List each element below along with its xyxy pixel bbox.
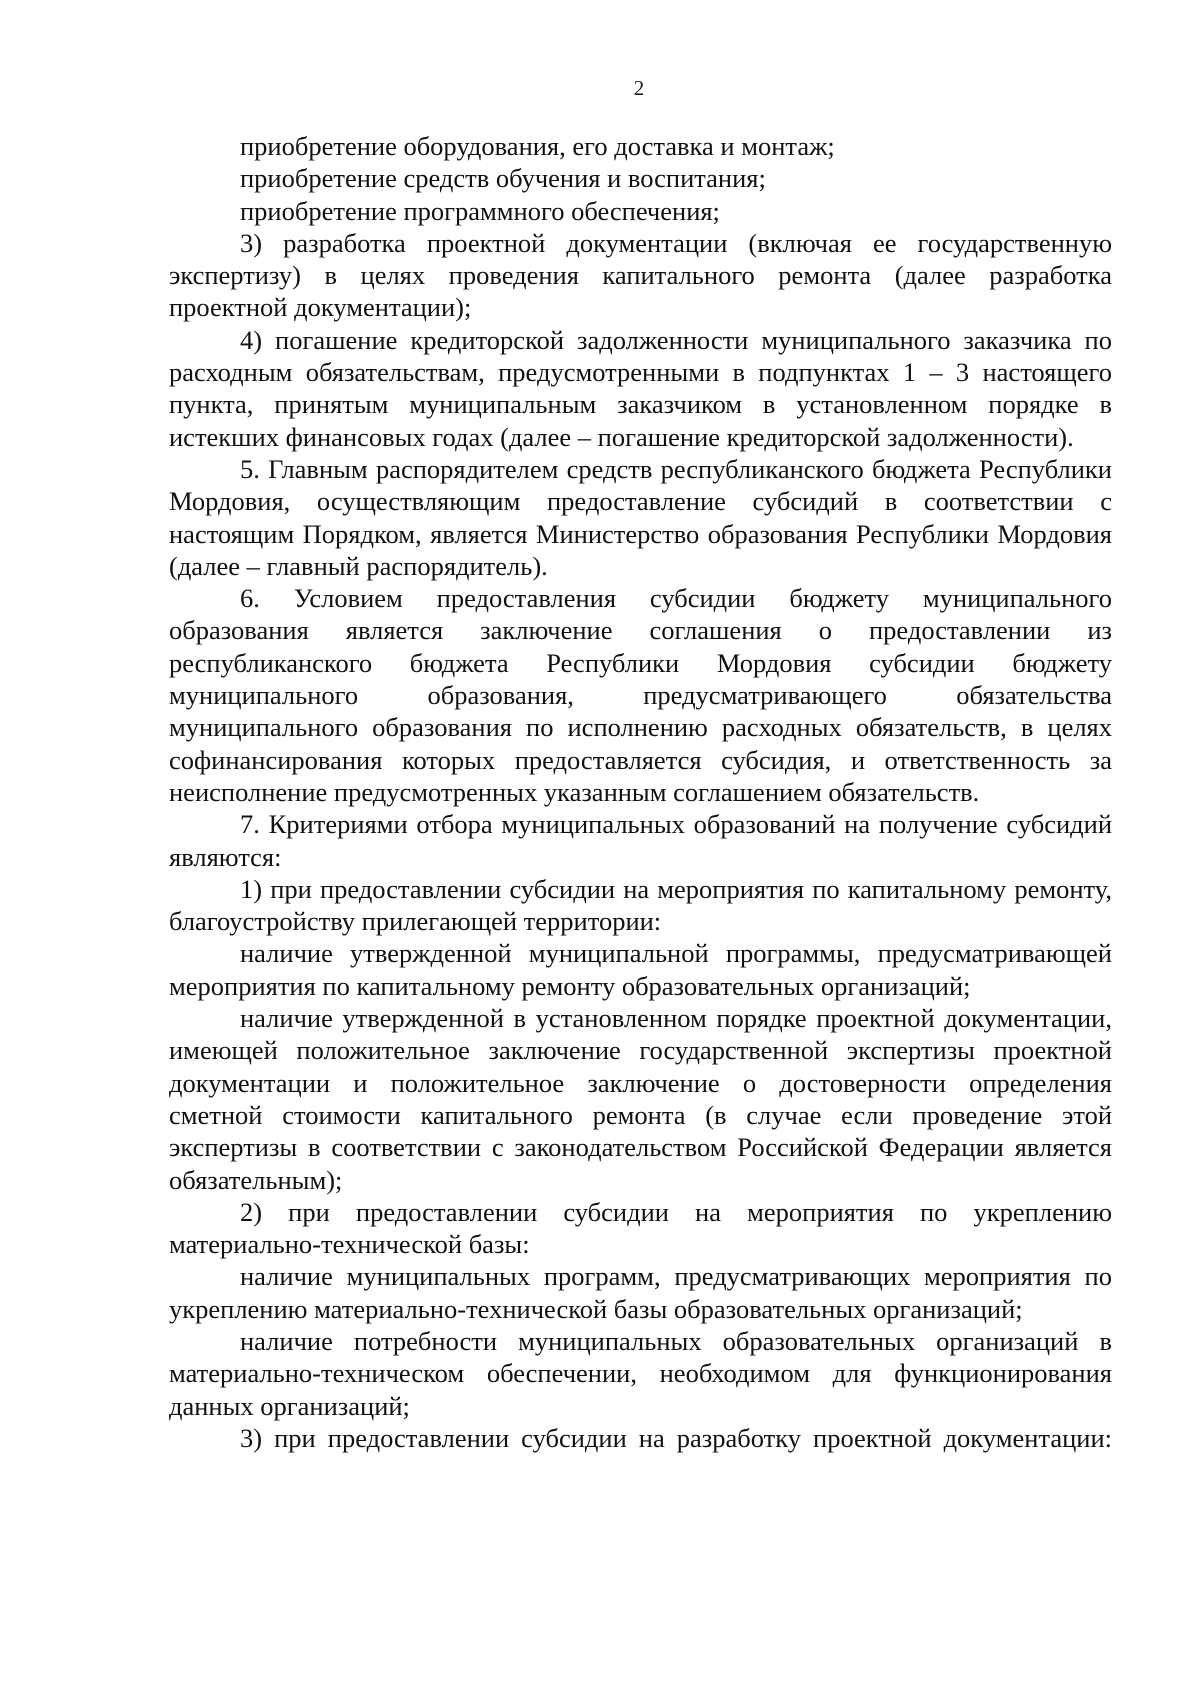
paragraph-clause-7: 7. Критериями отбора муниципальных образований на получение субсидий являются: <box>169 809 1112 872</box>
paragraph-clause-6: 6. Условием предоставления субсидии бюджету муниципального образования является заключение соглашения о предоставлении из республиканского бюджета Республики Мордовия субсидии бюджету муниципального образования, предусматривающего обязательства муниципального образования по исполнению расходных обязательств, в целях софинансирования которых предоставляется субсидия, и ответственность за неисполнение предусмотренных указанным соглашением обязательств. <box>169 583 1112 807</box>
paragraph-criteria-2: 2) при предоставлении субсидии на мероприятия по укреплению материально-технической базы: <box>169 1196 1112 1260</box>
paragraph-clause-5: 5. Главным распорядителем средств республиканского бюджета Республики Мордовия, осуществляющим предоставление субсидий в соответствии с настоящим Порядком, является Министерство образования Республики Мордовия (далее – главный распорядитель). <box>169 453 1112 581</box>
page-number: 2 <box>633 76 645 100</box>
paragraph-criteria-1-documentation: наличие утвержденной в установленном порядке проектной документации, имеющей положительное заключение государственной экспертизы проектной документации и положительное заключение о достоверности определения сметной стоимости капитального ремонта (в случае если проведение этой экспертизы в соответствии с законодательством Российской Федерации является обязательным); <box>169 1003 1112 1195</box>
paragraph-equipment: приобретение оборудования, его доставка и монтаж; <box>240 131 835 161</box>
paragraph-criteria-1: 1) при предоставлении субсидии на мероприятия по капитальному ремонту, благоустройству прилегающей территории: <box>169 873 1112 937</box>
paragraph-teaching-aids: приобретение средств обучения и воспитания; <box>240 163 766 194</box>
paragraph-criteria-2-needs: наличие потребности муниципальных образовательных организаций в материально-техническом обеспечении, необходимом для функционирования данных организаций; <box>169 1325 1112 1421</box>
paragraph-criteria-3: 3) при предоставлении субсидии на разработку проектной документации: <box>240 1422 1112 1453</box>
document-body <box>169 130 1112 1454</box>
paragraph-item-4-debt: 4) погашение кредиторской задолженности муниципального заказчика по расходным обязательствам, предусмотренными в подпунктах 1 – 3 настоящего пункта, принятым муниципальным заказчиком в установленном порядке в истекших финансовых годах (далее – погашение кредиторской задолженности). <box>169 324 1112 452</box>
paragraph-item-3-design-docs: 3) разработка проектной документации (включая ее государственную экспертизу) в целях проведения капитального ремонта (далее разработка проектной документации); <box>169 227 1112 323</box>
paragraph-software: приобретение программного обеспечения; <box>240 195 720 226</box>
paragraph-criteria-1-program: наличие утвержденной муниципальной программы, предусматривающей мероприятия по капитальному ремонту образовательных организаций; <box>169 938 1112 1001</box>
paragraph-criteria-2-programs: наличие муниципальных программ, предусматривающих мероприятия по укреплению материально-технической базы образовательных организаций; <box>169 1261 1112 1324</box>
